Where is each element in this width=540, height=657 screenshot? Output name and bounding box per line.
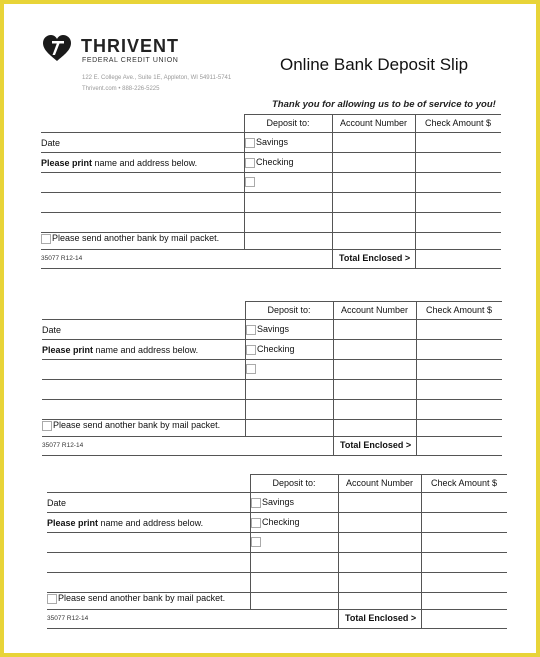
check-amount-header: Check Amount $	[425, 305, 493, 315]
account-number-header: Account Number	[345, 478, 414, 488]
account-number-header: Account Number	[340, 305, 409, 315]
blank-checkbox[interactable]	[246, 364, 256, 374]
savings-checkbox[interactable]	[245, 138, 255, 148]
form-code: 35077 R12-14	[47, 615, 89, 622]
form-code: 35077 R12-14	[42, 442, 84, 449]
print-instruction: Please print name and address below.	[47, 518, 204, 528]
mail-packet-checkbox[interactable]	[47, 594, 57, 604]
checking-label: Checking	[257, 344, 295, 354]
date-label: Date	[42, 325, 62, 335]
total-enclosed-label: Total Enclosed >	[345, 613, 417, 623]
mail-packet-label: Please send another bank by mail packet.	[52, 233, 220, 243]
checking-label: Checking	[262, 517, 300, 527]
mail-packet-label: Please send another bank by mail packet.	[53, 420, 221, 430]
checking-label: Checking	[256, 157, 294, 167]
credit-union-address: 122 E. College Ave., Suite 1E, Appleton, WI 54911-5741	[82, 75, 232, 81]
credit-union-contact: Thrivent.com • 888-226-5225	[82, 86, 160, 92]
savings-label: Savings	[262, 497, 295, 507]
savings-label: Savings	[256, 137, 289, 147]
mail-packet-checkbox[interactable]	[42, 421, 52, 431]
form-code: 35077 R12-14	[41, 255, 83, 262]
deposit-to-header: Deposit to:	[266, 118, 310, 128]
date-label: Date	[41, 138, 61, 148]
brand-name: THRIVENT	[81, 36, 179, 56]
deposit-to-header: Deposit to:	[272, 478, 316, 488]
print-instruction: Please print name and address below.	[42, 345, 199, 355]
total-enclosed-label: Total Enclosed >	[339, 253, 411, 263]
deposit-to-header: Deposit to:	[267, 305, 311, 315]
savings-checkbox[interactable]	[246, 325, 256, 335]
savings-checkbox[interactable]	[251, 498, 261, 508]
savings-label: Savings	[257, 324, 290, 334]
brand-subtitle: FEDERAL CREDIT UNION	[82, 57, 179, 64]
check-amount-header: Check Amount $	[424, 118, 492, 128]
checking-checkbox[interactable]	[245, 158, 255, 168]
date-label: Date	[47, 498, 67, 508]
total-enclosed-label: Total Enclosed >	[340, 440, 412, 450]
deposit-slip-page	[4, 4, 536, 653]
checking-checkbox[interactable]	[251, 518, 261, 528]
thrivent-logo-icon	[42, 34, 72, 62]
mail-packet-label: Please send another bank by mail packet.	[58, 593, 226, 603]
checking-checkbox[interactable]	[246, 345, 256, 355]
thank-you-note: Thank you for allowing us to be of service to you!	[272, 99, 496, 110]
account-number-header: Account Number	[339, 118, 408, 128]
print-instruction: Please print name and address below.	[41, 158, 198, 168]
mail-packet-checkbox[interactable]	[41, 234, 51, 244]
deposit-slip-3	[10, 472, 540, 632]
page-title: Online Bank Deposit Slip	[280, 55, 469, 74]
blank-checkbox[interactable]	[245, 177, 255, 187]
check-amount-header: Check Amount $	[430, 478, 498, 488]
blank-checkbox[interactable]	[251, 537, 261, 547]
deposit-slip-1	[4, 112, 536, 272]
deposit-slip-2	[5, 299, 537, 459]
